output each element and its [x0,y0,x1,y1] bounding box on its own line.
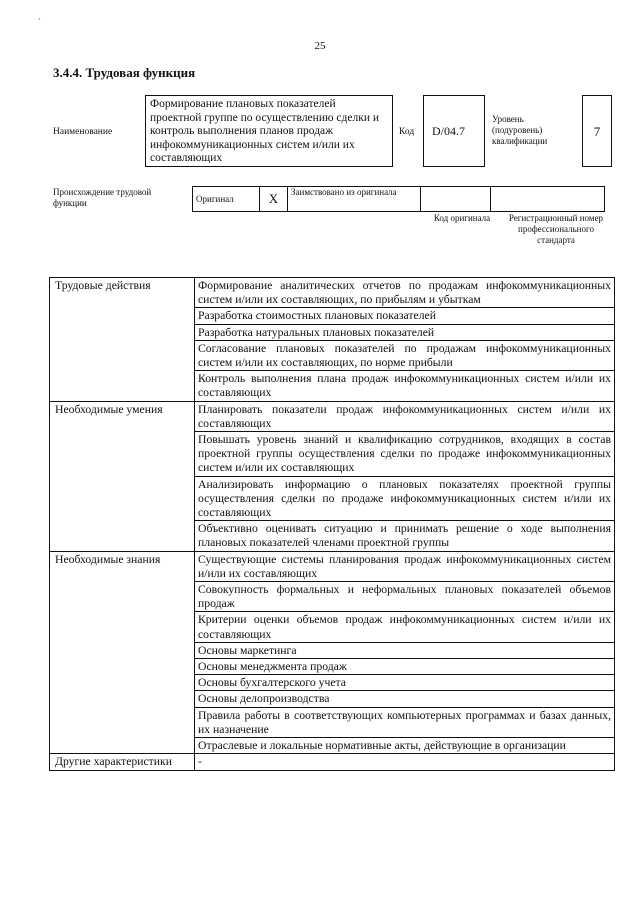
level-label: Уровень (подуровень) квалификации [492,114,548,146]
row-item: - [195,754,615,770]
table-row [50,754,615,770]
row-item: Правила работы в соответствующих компьютерных программах и базах данных, их назначение [195,707,615,737]
original-mark-cell: X [260,187,288,212]
level-value-box: 7 [582,95,612,167]
row-item: Анализировать информацию о плановых показателях проектной группы осуществления сделки по продаже инфокоммуникационных систем и/или их составляющих [195,476,615,521]
reg-number-cell [491,187,605,212]
table-row [50,401,615,431]
row-item: Основы маркетинга [195,642,615,658]
origin-code-cell [421,187,491,212]
row-item: Контроль выполнения плана продаж инфокоммуникационных систем и/или их составляющих [195,371,615,401]
page-number: 25 [314,40,326,52]
table-row [50,551,615,581]
row-item: Согласование плановых показателей по продажам инфокоммуникационных систем и/или их составляющих, по норме прибыли [195,340,615,370]
function-name-box: Формирование плановых показателей проектной группе по осуществлению сделки и контроль выполнения планов продаж инфокоммуникационных систем и/или их составляющих [145,95,393,167]
row-item: Разработка натуральных плановых показателей [195,324,615,340]
code-value-box: D/04.7 [423,95,485,167]
borrowed-label-cell: Заимствовано из оригинала [288,187,421,212]
row-item: Критерии оценки объемов продаж инфокоммуникационных систем и/или их составляющих [195,612,615,642]
code-label: Код [399,127,415,137]
origin-code-caption: Код оригинала [433,213,491,223]
corner-mark: · [38,14,41,24]
row-label: Трудовые действия [50,278,195,402]
row-item: Планировать показатели продаж инфокоммуникационных систем и/или их составляющих [195,401,615,431]
row-label: Другие характеристики [50,754,195,770]
row-item: Существующие системы планирования продаж инфокоммуникационных систем и/или их составляющих [195,551,615,581]
section-heading: 3.4.4. Трудовая функция [53,65,196,80]
row-label: Необходимые знания [50,551,195,754]
original-label-cell: Оригинал [193,187,260,212]
row-item: Совокупность формальных и неформальных плановых показателей объемов продаж [195,582,615,612]
row-item: Отраслевые и локальные нормативные акты, действующие в организации [195,738,615,754]
row-item: Основы менеджмента продаж [195,659,615,675]
row-item: Объективно оценивать ситуацию и принимать решение о ходе выполнения плановых показателей членами проектной группы [195,521,615,551]
row-item: Основы делопроизводства [195,691,615,707]
labor-function-table [49,277,615,771]
row-item: Основы бухгалтерского учета [195,675,615,691]
row-item: Формирование аналитических отчетов по продажам инфокоммуникационных систем и/или их составляющих, по прибылям и убыткам [195,278,615,308]
row-label: Необходимые умения [50,401,195,551]
table-row [50,278,615,308]
row-item: Повышать уровень знаний и квалификацию сотрудников, входящих в состав проектной группы осуществления сделки по продаже инфокоммуникационных систем и/или их составляющих [195,432,615,477]
origin-table [192,186,605,212]
row-item: Разработка стоимостных плановых показателей [195,308,615,324]
name-label: Наименование [53,127,113,137]
origin-label: Происхождение трудовой функции [53,187,152,208]
reg-number-caption: Регистрационный номер профессионального стандарта [508,213,604,245]
